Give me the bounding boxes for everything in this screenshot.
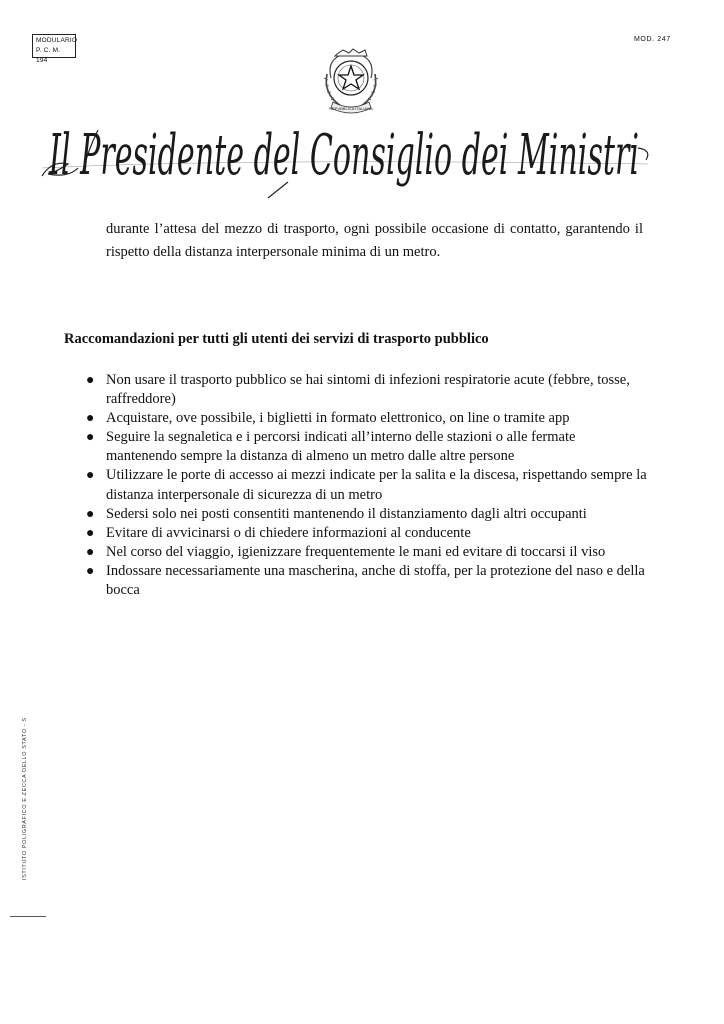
form-code-line-1: MODULARIO: [36, 37, 78, 44]
bullet-icon: ●: [86, 373, 95, 388]
printer-mark: [22, 717, 32, 880]
bullet-icon: ●: [86, 430, 95, 446]
list-item: ● Acquistare, ove possibile, i biglietti in formato elettronico, on line o tramite app: [82, 409, 648, 428]
form-code-box: [32, 34, 78, 64]
list-item: ● Evitare di avvicinarsi o di chiedere informazioni al conducente: [82, 524, 648, 543]
divider: [10, 916, 46, 917]
list-item: ● Utilizzare le porte di accesso ai mezzi indicate per la salita e la discesa, rispettando sempre la distanza interpersonale di sicurezza di un metro: [86, 467, 647, 503]
mod-code: MOD. 247: [634, 36, 671, 43]
list-item: ● Nel corso del viaggio, igienizzare frequentemente le mani ed evitare di toccarsi il viso: [82, 543, 648, 562]
bullet-icon: ●: [86, 544, 95, 560]
emblem-ribbon-text: REPVBBLICA ITALIANA: [329, 106, 373, 111]
bullet-icon: ●: [86, 411, 95, 427]
list-item: ● Seguire la segnaletica e i percorsi indicati all’interno delle stazioni o alle fermate mantenendo sempre la distanza di almeno un metro dalle altre persone: [86, 429, 576, 465]
list-item: ● Sedersi solo nei posti consentiti mantenendo il distanziamento dagli altri occupanti: [82, 505, 648, 524]
section-title: Raccomandazioni per tutti gli utenti dei servizi di trasporto pubblico: [64, 331, 489, 347]
letterhead-title-text: Il Presidente del Consiglio dei Ministri: [48, 123, 639, 188]
letterhead-title: [38, 120, 658, 210]
bullet-icon: ●: [86, 525, 95, 541]
star-emblem-icon: [319, 44, 383, 118]
bullet-icon: ●: [86, 506, 95, 522]
form-code-line-2: P. C. M. 194: [36, 47, 61, 64]
printer-mark-text: ISTITUTO POLIGRAFICO E ZECCA DELLO STATO - S: [22, 717, 28, 880]
intro-paragraph: durante l’attesa del mezzo di trasporto, ogni possibile occasione di contatto, garantendo il rispetto della distanza interpersonale minima di un metro.: [106, 221, 643, 260]
list-item: ● Indossare necessariamente una mascherina, anche di stoffa, per la protezione del naso e della bocca: [86, 562, 645, 599]
bullet-icon: ●: [86, 563, 95, 579]
list-item: ● Non usare il trasporto pubblico se hai sintomi di infezioni respiratorie acute (febbre, tosse, raffreddore): [86, 372, 630, 408]
bullet-icon: ●: [86, 468, 95, 484]
recommendations-list: [82, 371, 648, 600]
